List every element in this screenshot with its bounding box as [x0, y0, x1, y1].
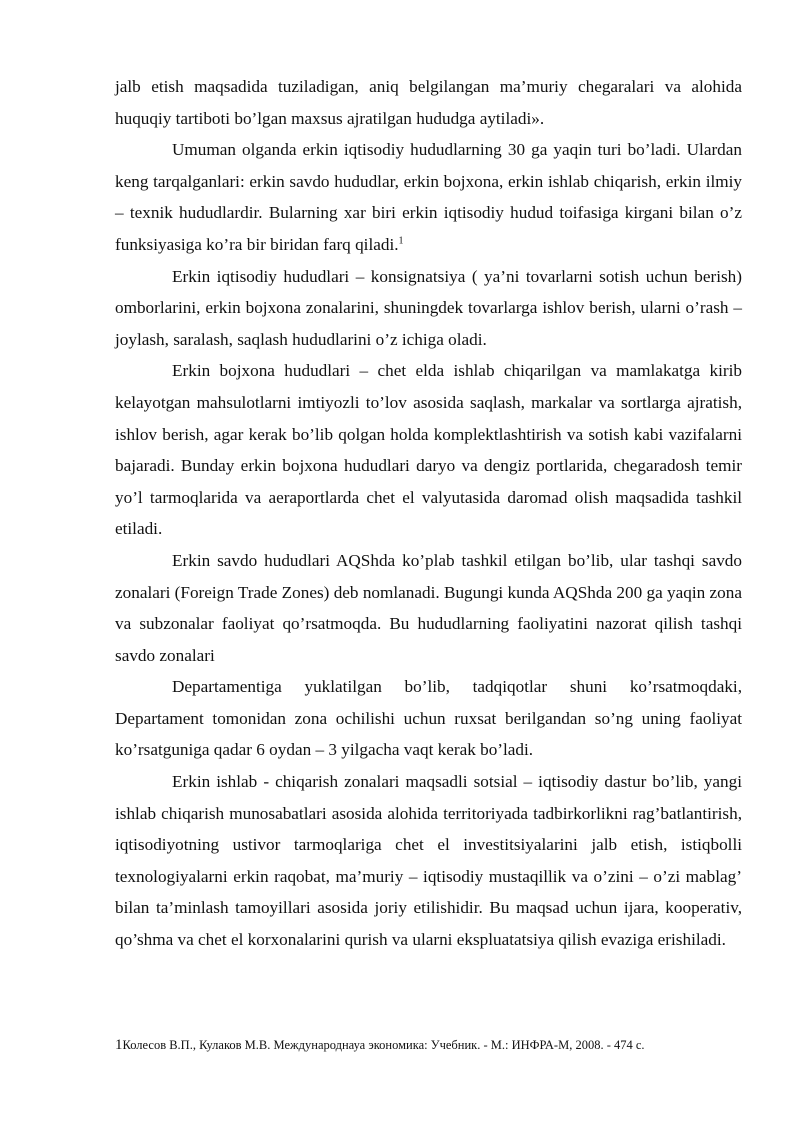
- paragraph-7: Erkin ishlab - chiqarish zonalari maqsadli sotsial – iqtisodiy dastur bo’lib, yangi ishlab chiqarish munosabatlari asosida alohida territoriyada tadbirkorlikni rag’batlantirish, iqtisodiyotning ustivor tarmoqlariga chet el investitsiyalarini jalb etish, istiqbolli texnologiyalarni erkin raqobat, ma’muriy – iqtisodiy mustaqillik va o’zini – o’zi mablag’ bilan ta’minlash tamoyillari asosida joriy etilishidir. Bu maqsad uchun ijara, kooperativ, qo’shma va chet el korxonalarini qurish va ularni ekspluatatsiya qilish evaziga erishiladi.: [115, 772, 742, 950]
- body-text: [115, 71, 742, 956]
- paragraph-2: [115, 134, 742, 260]
- footnote: [115, 1037, 755, 1053]
- paragraph-5: Erkin savdo hududlari AQShda ko’plab tashkil etilgan bo’lib, ular tashqi savdo zonalari (Foreign Trade Zones) deb nomlanadi. Bugungi kunda AQShda 200 ga yaqin zona va subzonalar faoliyat qo’rsatmoqda. Bu hududlarning faoliyatini nazorat qilish tashqi savdo zonalari: [115, 550, 742, 665]
- footnote-text: Колесов В.П., Кулаков М.В. Международнауа экономика: Учебник. - М.: ИНФРА-М, 2008. - 474 с.: [122, 1038, 645, 1052]
- paragraph-1: jalb etish maqsadida tuziladigan, aniq belgilangan ma’muriy chegaralari va alohida huquqiy tartiboti bo’lgan maxsus ajratilgan hududga aytiladi».: [115, 77, 742, 128]
- paragraph-2-text: Umuman olganda erkin iqtisodiy hududlarning 30 ga yaqin turi bo’ladi. Ulardan keng tarqalganlari: erkin savdo hududlar, erkin bojxona, erkin ishlab chiqarish, erkin ilmiy – texnik hududlardir. Bularning xar biri erkin iqtisodiy hudud toifasiga kirgani bilan o’z funksiyasiga ko’ra bir biridan farq qiladi.: [115, 140, 742, 254]
- paragraph-3: Erkin iqtisodiy hududlari – konsignatsiya ( ya’ni tovarlarni sotish uchun berish) omborlarini, erkin bojxona zonalarini, shuningdek tovarlarga ishlov berish, ularni o’rash – joylash, saralash, saqlash hududlarini o’z ichiga oladi.: [115, 266, 742, 349]
- footnote-number: 1: [115, 1037, 123, 1053]
- footnote-reference: 1: [398, 235, 404, 247]
- paragraph-6: Departamentiga yuklatilgan bo’lib, tadqiqotlar shuni ko’rsatmoqdaki, Departament tomonidan zona ochilishi uchun ruxsat berilgandan so’ng uning faoliyat ko’rsatguniga qadar 6 oydan – 3 yilgacha vaqt kerak bo’ladi.: [115, 677, 742, 760]
- paragraph-4: Erkin bojxona hududlari – chet elda ishlab chiqarilgan va mamlakatga kirib kelayotgan mahsulotlarni imtiyozli to’lov asosida saqlash, markalar va sortlarga ajratish, ishlov berish, agar kerak bo’lib qolgan holda komplektlashtirish va sotish kabi vazifalarni bajaradi. Bunday erkin bojxona hududlari daryo va dengiz portlarida, chegaradosh temir yo’l tarmoqlarida va aeraportlarda chet el valyutasida daromad olish maqsadida tashkil etiladi.: [115, 361, 742, 539]
